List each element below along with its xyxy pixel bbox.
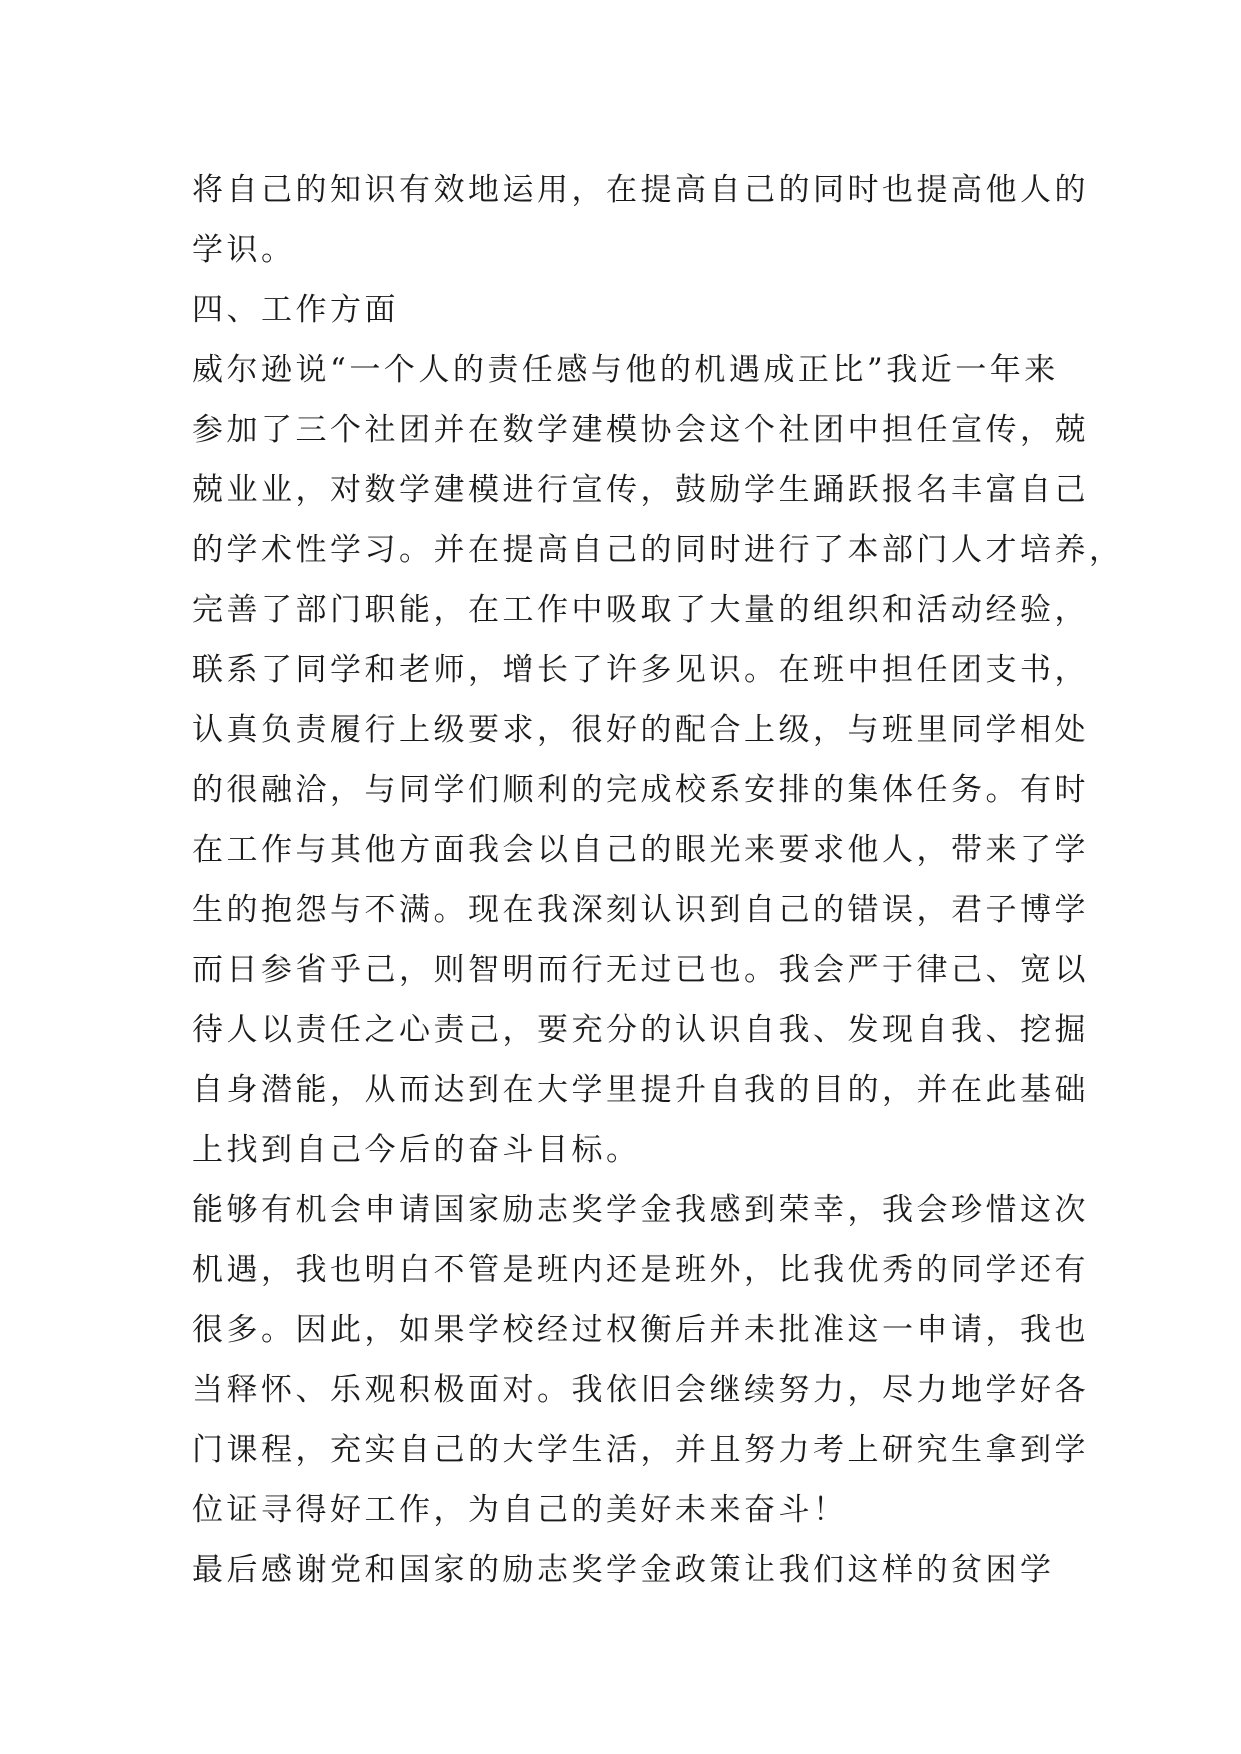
text-line: 能够有机会申请国家励志奖学金我感到荣幸，我会珍惜这次 xyxy=(192,1192,1089,1228)
text-line: 的很融洽，与同学们顺利的完成校系安排的集体任务。有时 xyxy=(192,772,1089,808)
text-line: 门课程，充实自己的大学生活，并且努力考上研究生拿到学 xyxy=(192,1432,1089,1468)
document-body xyxy=(192,160,1124,1600)
text-line: 学识。 xyxy=(192,232,296,268)
text-line: 自身潜能，从而达到在大学里提升自我的目的，并在此基础 xyxy=(192,1072,1089,1108)
text-line: 很多。因此，如果学校经过权衡后并未批准这一申请，我也 xyxy=(192,1312,1089,1348)
text-line: 威尔逊说“一个人的责任感与他的机遇成正比”我近一年来 xyxy=(192,352,1059,388)
text-line: 联系了同学和老师，增长了许多见识。在班中担任团支书， xyxy=(192,652,1089,688)
text-line: 认真负责履行上级要求，很好的配合上级，与班里同学相处 xyxy=(192,712,1089,748)
text-line: 位证寻得好工作，为自己的美好未来奋斗！ xyxy=(192,1492,848,1528)
text-line: 机遇，我也明白不管是班内还是班外，比我优秀的同学还有 xyxy=(192,1252,1089,1288)
text-line: 兢业业，对数学建模进行宣传，鼓励学生踊跃报名丰富自己 xyxy=(192,472,1089,508)
text-line: 上找到自己今后的奋斗目标。 xyxy=(192,1132,641,1168)
text-line: 当释怀、乐观积极面对。我依旧会继续努力，尽力地学好各 xyxy=(192,1372,1089,1408)
text-line: 而日参省乎己，则智明而行无过已也。我会严于律己、宽以 xyxy=(192,952,1089,988)
text-line: 完善了部门职能，在工作中吸取了大量的组织和活动经验， xyxy=(192,592,1089,628)
text-line: 的学术性学习。并在提高自己的同时进行了本部门人才培养， xyxy=(192,532,1124,568)
section-heading: 四、工作方面 xyxy=(192,292,399,328)
text-line: 生的抱怨与不满。现在我深刻认识到自己的错误，君子博学 xyxy=(192,892,1089,928)
text-line: 最后感谢党和国家的励志奖学金政策让我们这样的贫困学 xyxy=(192,1552,1055,1588)
text-line: 将自己的知识有效地运用，在提高自己的同时也提高他人的 xyxy=(192,172,1089,208)
text-line: 待人以责任之心责己，要充分的认识自我、发现自我、挖掘 xyxy=(192,1012,1089,1048)
text-line: 在工作与其他方面我会以自己的眼光来要求他人，带来了学 xyxy=(192,832,1089,868)
text-line: 参加了三个社团并在数学建模协会这个社团中担任宣传，兢 xyxy=(192,412,1089,448)
